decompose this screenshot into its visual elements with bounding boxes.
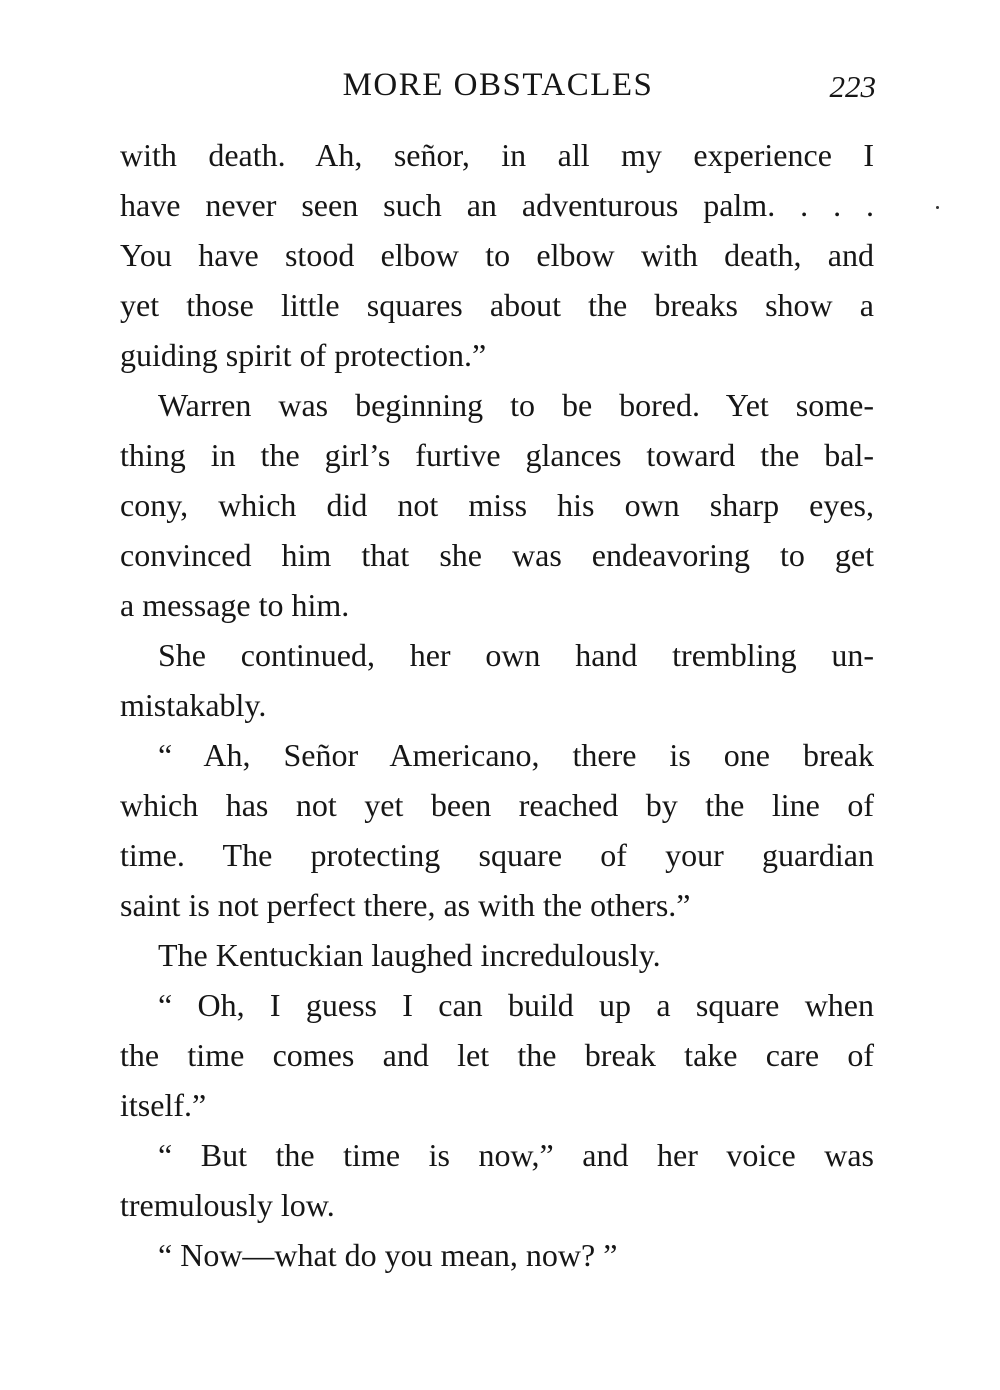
text-line: You have stood elbow to elbow with death, and xyxy=(120,237,874,273)
text-line: saint is not perfect there, as with the others.” xyxy=(120,887,691,923)
text-line: cony, which did not miss his own sharp eyes, xyxy=(120,487,874,523)
text-line: mistakably. xyxy=(120,687,267,723)
text-line: Warren was beginning to be bored. Yet some- xyxy=(158,387,874,423)
text-line: “ Ah, Señor Americano, there is one break xyxy=(158,737,874,773)
text-line: “ But the time is now,” and her voice was xyxy=(158,1137,874,1173)
text-line: “ Oh, I guess I can build up a square when xyxy=(158,987,874,1023)
text-line: thing in the girl’s furtive glances toward the bal- xyxy=(120,437,874,473)
text-line: time. The protecting square of your guardian xyxy=(120,837,874,873)
text-line: The Kentuckian laughed incredulously. xyxy=(158,937,661,973)
text-line: which has not yet been reached by the line of xyxy=(120,787,874,823)
text-line: guiding spirit of protection.” xyxy=(120,337,487,373)
text-line: convinced him that she was endeavoring to get xyxy=(120,537,874,573)
text-line: tremulously low. xyxy=(120,1187,335,1223)
body-text xyxy=(120,130,874,1280)
page-header xyxy=(120,60,876,110)
text-line: a message to him. xyxy=(120,587,350,623)
page-number: 223 xyxy=(829,69,876,104)
text-line: have never seen such an adventurous palm. . . . xyxy=(120,187,874,223)
text-line: She continued, her own hand trembling un- xyxy=(158,637,874,673)
text-line: the time comes and let the break take care of xyxy=(120,1037,874,1073)
print-speck xyxy=(936,206,939,209)
text-line: “ Now—what do you mean, now? ” xyxy=(158,1237,618,1273)
text-line: yet those little squares about the breaks show a xyxy=(120,287,874,323)
text-line: itself.” xyxy=(120,1087,207,1123)
text-line: with death. Ah, señor, in all my experience I xyxy=(120,137,874,173)
running-title: MORE OBSTACLES xyxy=(342,67,654,103)
